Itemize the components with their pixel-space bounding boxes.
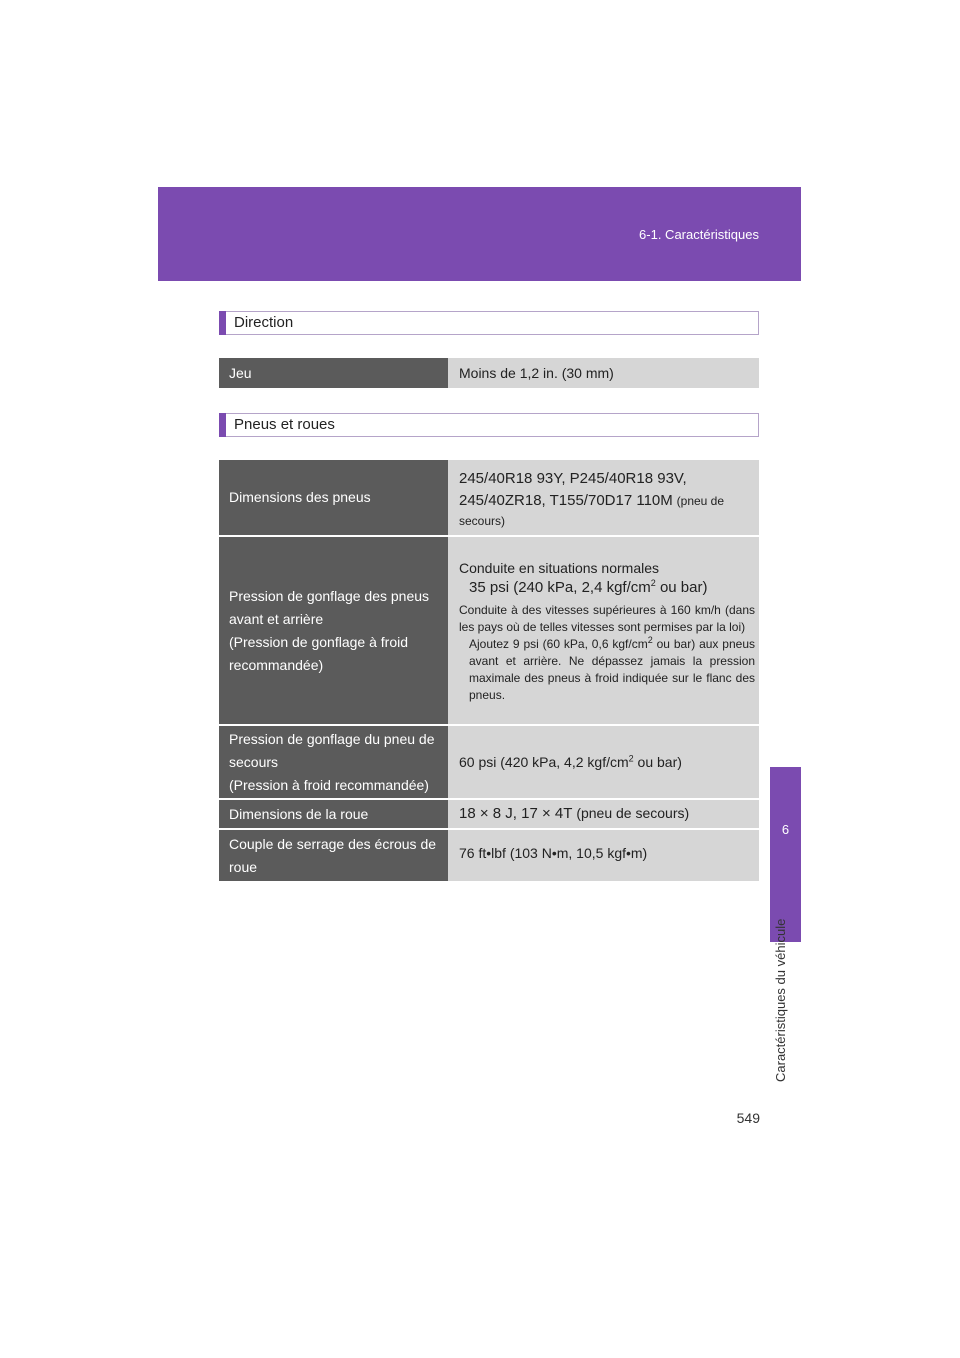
high-value-pre: Ajoutez 9 psi (60 kPa, 0,6 kgf/cm (469, 636, 648, 651)
tire-pressure-value (448, 536, 759, 725)
normal-driving-value (459, 578, 755, 598)
chapter-title-vertical (773, 842, 799, 1082)
tires-heading (219, 413, 759, 437)
page-number: 549 (736, 1110, 760, 1126)
superscript: 2 (628, 753, 634, 764)
spare-pressure-label-line2: (Pression à froid recommandée) (229, 776, 429, 793)
chapter-tab-number: 6 (781, 822, 790, 837)
normal-value-post: ou bar) (655, 578, 708, 596)
tire-size-main: 245/40R18 93Y, P245/40R18 93V, 245/40ZR18, T155/70D17 110M (459, 469, 687, 509)
table-row (219, 799, 759, 829)
tire-pressure-label-line1: Pression de gonflage des pneus avant et arrière (229, 587, 430, 627)
spare-pressure-label-line1: Pression de gonflage du pneu de secours (229, 730, 435, 770)
torque-value: 76 ft•lbf (103 N•m, 10,5 kgf•m) (448, 829, 759, 881)
normal-driving-title: Conduite en situations normales (459, 559, 660, 576)
tires-heading-title: Pneus et roues (234, 416, 335, 433)
section-label: 6-1. Caractéristiques (639, 227, 759, 242)
tire-pressure-label-line2: (Pression de gonflage à froid recommandée) (229, 633, 408, 673)
tires-table (219, 460, 759, 881)
header-band (158, 187, 801, 281)
spare-value-pre: 60 psi (420 kPa, 4,2 kgf/cm (459, 754, 629, 770)
wheel-size-main: 18 × 8 J, 17 × 4T (459, 805, 573, 822)
spare-pressure-label (219, 725, 448, 799)
table-row (219, 829, 759, 881)
spare-value-post: ou bar) (633, 754, 682, 770)
high-value-post: ou bar) aux pneus avant et arrière. Ne dépassez jamais la pression maximale des pneus à froid indiquée sur le flanc des pneus. (469, 636, 755, 702)
wheel-size-value (448, 799, 759, 829)
direction-heading (219, 311, 759, 335)
table-row (219, 358, 759, 388)
superscript: 2 (650, 577, 656, 588)
direction-value: Moins de 1,2 in. (30 mm) (448, 358, 759, 388)
heading-accent (219, 311, 226, 335)
heading-accent (219, 413, 226, 437)
spare-pressure-value (448, 725, 759, 799)
high-speed-value (459, 636, 755, 704)
direction-table (219, 358, 759, 388)
table-row (219, 460, 759, 536)
wheel-size-label: Dimensions de la roue (219, 799, 448, 829)
wheel-size-note: (pneu de secours) (576, 805, 690, 821)
tire-size-note: (pneu de secours) (459, 493, 725, 528)
tire-pressure-label (219, 536, 448, 725)
direction-heading-title: Direction (234, 314, 294, 331)
table-row (219, 536, 759, 725)
table-row (219, 725, 759, 799)
normal-value-pre: 35 psi (240 kPa, 2,4 kgf/cm (469, 578, 651, 596)
superscript: 2 (647, 634, 653, 645)
torque-label: Couple de serrage des écrous de roue (219, 829, 448, 881)
chapter-title: Caractéristiques du véhicule (773, 918, 788, 1082)
tire-size-label: Dimensions des pneus (219, 460, 448, 536)
high-speed-title: Conduite à des vitesses supérieures à 160 km/h (dans les pays où de telles vitesses sont permises par la loi) (459, 602, 755, 634)
tire-size-value (448, 460, 759, 536)
direction-label: Jeu (219, 358, 448, 388)
